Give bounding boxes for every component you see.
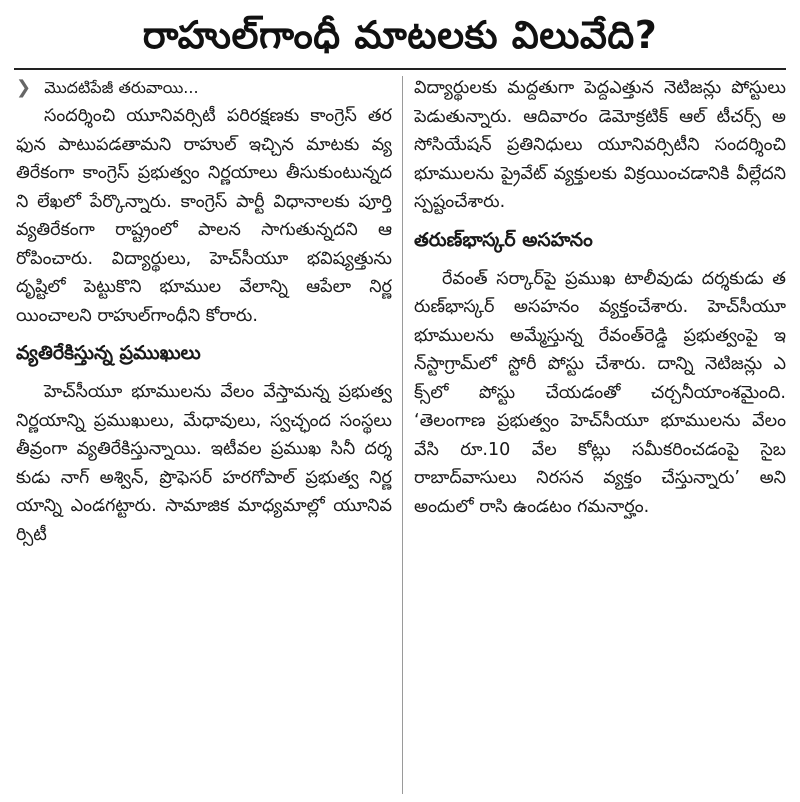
continued-label: మొదటిపేజీ తరువాయి...: [44, 78, 199, 97]
left-subheading: వ్యతిరేకిస్తున్న ప్రముఖులు: [16, 342, 201, 364]
continued-marker: [16, 74, 392, 102]
left-paragraph-1: సందర్శించి యూనివర్సిటీ పరిరక్షణకు కాంగ్రెస్ తరఫున పాటుపడతామని రాహుల్ ఇచ్చిన మాటకు వ్యతిరేకంగా కాంగ్రెస్ ప్రభుత్వం నిర్ణయాలు తీసుకుంటున్నదని లేఖలో పేర్కొన్నారు. కాంగ్రెస్ పార్టీ విధానాలకు పూర్తి వ్యతిరేకంగా రాష్ట్రంలో పాలన సాగుతున్నదని ఆరోపించారు. విద్యార్థులు, హెచ్‌సీయూ భవిష్యత్తును దృష్టిలో పెట్టుకొని భూముల వేలాన్ని ఆపేలా నిర్ణయించాలని రాహుల్‌గాంధీని కోరారు.: [16, 106, 392, 326]
headline: రాహుల్‌గాంధీ మాటలకు విలువేది?: [142, 13, 658, 57]
right-paragraph-1: విద్యార్థులకు మద్దతుగా పెద్దఎత్తున నెటిజన్లు పోస్టులు పెడుతున్నారు. ఆదివారం డెమోక్రటిక్ ఆల్ టీచర్స్ అసోసియేషన్ ప్రతినిధులు యూనివర్సిటీని సందర్శించి భూములను ప్రైవేట్ వ్యక్తులకు విక్రయించడానికి వీల్లేదని స్పష్టంచేశారు.: [414, 78, 786, 212]
left-column: [16, 74, 392, 796]
left-paragraph-2: హెచ్‌సీయూ భూములను వేలం వేస్తామన్న ప్రభుత్వ నిర్ణయాన్ని ప్రముఖులు, మేధావులు, స్వచ్ఛంద సంస్థలు తీవ్రంగా వ్యతిరేకిస్తున్నాయి. ఇటీవల ప్రముఖ సినీ దర్శకుడు నాగ్ అశ్విన్, ప్రొఫెసర్ హరగోపాల్ ప్రభుత్వ నిర్ణయాన్ని ఎండగట్టారు. సామాజిక మాధ్యమాల్లో యూనివర్సిటీ: [16, 382, 392, 545]
chevron-right-icon: ❯: [16, 77, 32, 98]
headline-rule: [14, 68, 786, 70]
column-divider: [402, 76, 403, 794]
right-column: [414, 74, 786, 796]
right-subheading: తరుణ్‌భాస్కర్ అసహనం: [414, 228, 593, 251]
right-paragraph-2: రేవంత్ సర్కార్‌పై ప్రముఖ టాలీవుడు దర్శకుడు తరుణ్‌భాస్కర్ అసహనం వ్యక్తంచేశారు. హెచ్‌సీయూ భూములను అమ్మేస్తున్న రేవంత్‌రెడ్డి ప్రభుత్వంపై ఇన్‌స్టాగ్రామ్‌లో స్టోరీ పోస్టు చేశారు. దాన్ని నెటిజన్లు ఎక్స్‌లో పోస్టు చేయడంతో చర్చనీయాంశమైంది. ‘తెలంగాణ ప్రభుత్వం హెచ్‌సీయూ భూములను వేలం వేసి రూ.10 వేల కోట్లు సమీకరించడంపై సైబరాబాద్‌వాసులు నిరసన వ్యక్తం చేస్తున్నారు’ అని అందులో రాసి ఉండటం గమనార్హం.: [414, 268, 786, 517]
